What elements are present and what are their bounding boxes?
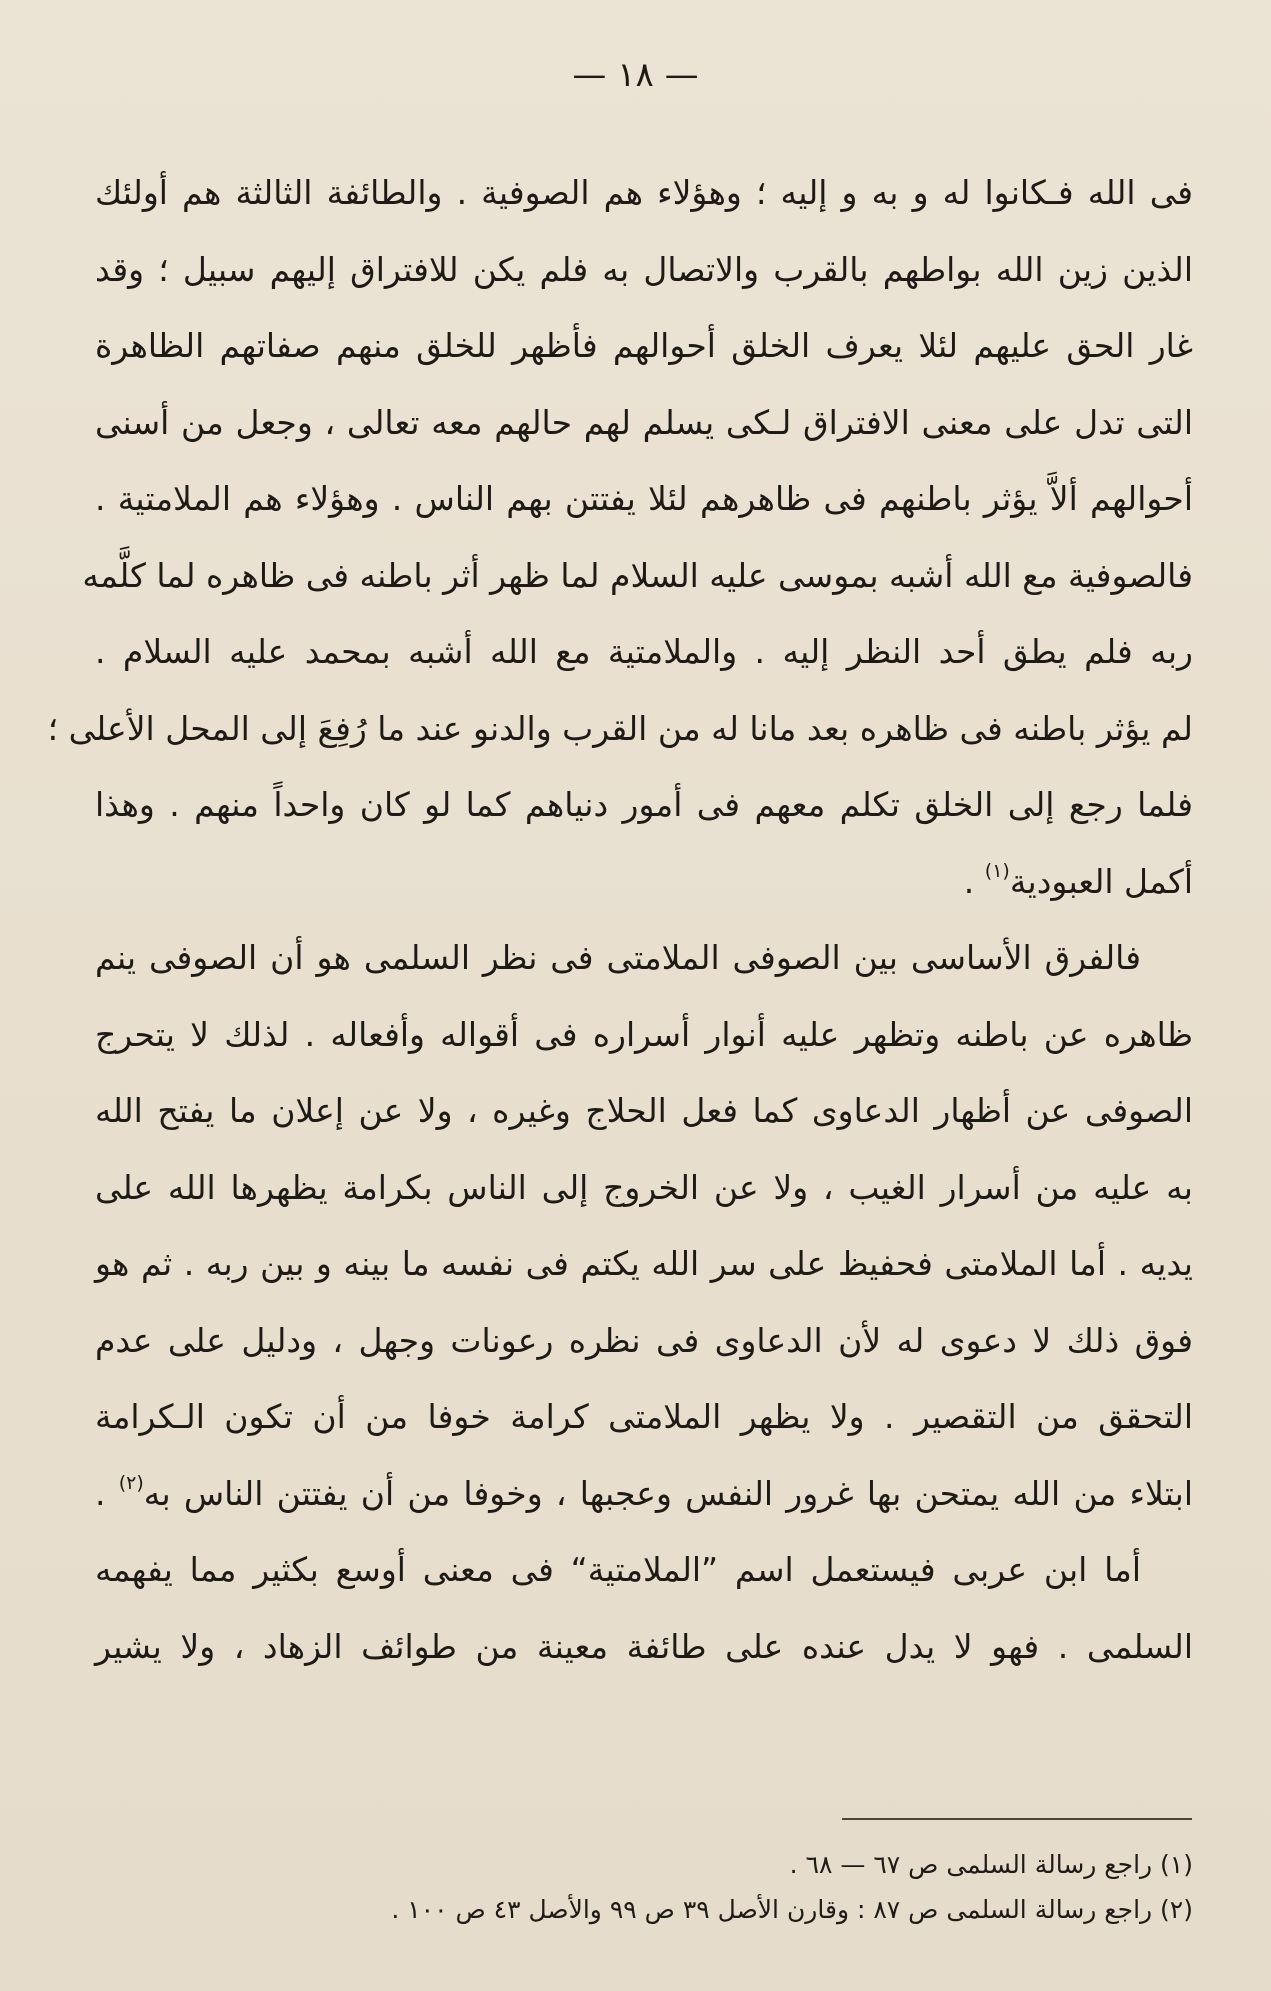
paragraph-start-line: فالفرق الأساسى بين الصوفى الملامتى فى نظر السلمى هو أن الصوفى ينم [95, 938, 1141, 977]
page-number: — ١٨ — [572, 55, 699, 95]
text-line: غار الحق عليهم لئلا يعرف الخلق أحوالهم فأظهر للخلق منهم صفاتهم الظاهرة [95, 326, 1193, 365]
line-end-punct: . [963, 861, 985, 901]
text-line: لم يؤثر باطنه فى ظاهره بعد مانا له من القرب والدنو عند ما رُفِعَ إلى المحل الأعلى ؛ [47, 708, 1193, 748]
text-line: ربه فلم يطق أحد النظر إليه . والملامتية مع الله أشبه بمحمد عليه السلام . [95, 632, 1193, 671]
line-text: أكمل العبودية [1009, 861, 1193, 901]
text-line: الذين زين الله بواطهم بالقرب والاتصال به فلم يكن للافتراق إليهم سبيل ؛ وقد [95, 249, 1193, 289]
text-line: يديه . أما الملامتى فحفيظ على سر الله يكتم فى نفسه ما بينه و بين ربه . ثم هو [95, 1244, 1193, 1283]
text-line-with-footnote [95, 1456, 1193, 1533]
text-line: فى الله فـكانوا له و به و إليه ؛ وهؤلاء هم الصوفية . والطائفة الثالثة هم أولئك [95, 173, 1193, 212]
line-end-punct: . [95, 1473, 119, 1513]
footnote-separator [842, 1818, 1192, 1820]
footnote-ref-2[interactable]: (٢) [118, 1471, 144, 1494]
text-line: فالصوفية مع الله أشبه بموسى عليه السلام لما ظهر أثر باطنه فى ظاهره لما كلَّمه [82, 555, 1193, 595]
text-line: فلما رجع إلى الخلق تكلم معهم فى أمور دنياهم كما لو كان واحداً منهم . وهذا [95, 785, 1193, 824]
text-line-with-footnote [95, 844, 1193, 921]
footnote-2: (٢) راجع رسالة السلمى ص ٨٧ : وقارن الأصل ٣٩ ص ٩٩ والأصل ٤٣ ص ١٠٠ . [391, 1895, 1193, 1924]
text-line: التحقق من التقصير . ولا يظهر الملامتى كرامة خوفا من أن تكون الـكرامة [95, 1397, 1193, 1436]
line-text: ابتلاء من الله يمتحن بها غرور النفس وعجبها ، وخوفا من أن يفتتن الناس به [143, 1473, 1193, 1513]
footnote-ref-1[interactable]: (١) [984, 859, 1010, 882]
text-line: أحوالهم ألاَّ يؤثر باطنهم فى ظاهرهم لئلا يفتتن بهم الناس . وهؤلاء هم الملامتية . [95, 479, 1193, 518]
text-line: الصوفى عن أظهار الدعاوى كما فعل الحلاج وغيره ، ولا عن إعلان ما يفتح الله [95, 1091, 1193, 1130]
footnote-1: (١) راجع رسالة السلمى ص ٦٧ — ٦٨ . [789, 1850, 1193, 1879]
paragraph-start-line: أما ابن عربى فيستعمل اسم ”الملامتية“ فى معنى أوسع بكثير مما يفهمه [95, 1550, 1141, 1589]
footnotes [95, 1842, 1193, 1932]
text-line: التى تدل على معنى الافتراق لـكى يسلم لهم حالهم معه تعالى ، وجعل من أسنى [95, 402, 1193, 442]
text-line: السلمى . فهو لا يدل عنده على طائفة معينة من طوائف الزهاد ، ولا يشير [95, 1626, 1193, 1666]
text-line: به عليه من أسرار الغيب ، ولا عن الخروج إلى الناس بكرامة يظهرها الله على [95, 1167, 1193, 1207]
text-line: ظاهره عن باطنه وتظهر عليه أنوار أسراره فى أقواله وأفعاله . لذلك لا يتحرج [95, 1014, 1193, 1054]
body-text [47, 155, 1193, 1685]
text-line: فوق ذلك لا دعوى له لأن الدعاوى فى نظره رعونات وجهل ، ودليل على عدم [95, 1320, 1193, 1360]
